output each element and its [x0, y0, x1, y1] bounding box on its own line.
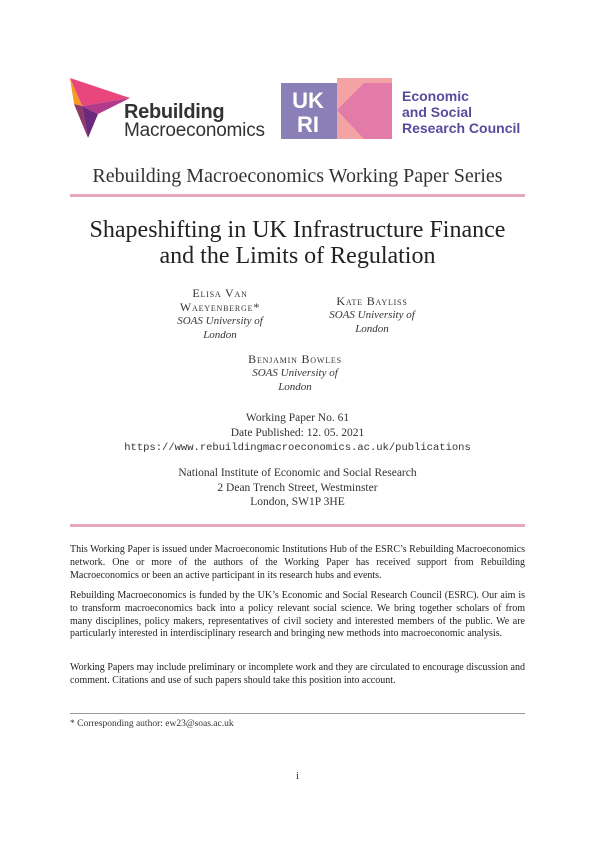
author-block	[230, 352, 360, 394]
author-affiliation-line-1: SOAS University of	[329, 309, 415, 321]
ukri-logo-icon	[281, 78, 392, 139]
author-name: Benjamin Bowles	[248, 352, 342, 366]
rm-logo-word-rebuilding: Rebuilding	[124, 101, 225, 123]
institution-name: National Institute of Economic and Social Research	[178, 467, 417, 479]
author-affiliation-line-2: London	[278, 381, 312, 393]
esrc-logo-line-2: and Social	[402, 104, 473, 120]
date-published: Date Published: 12. 05. 2021	[230, 427, 365, 439]
paper-title	[0, 217, 595, 269]
rebuilding-macroeconomics-logo-icon	[68, 74, 132, 140]
paragraph: This Working Paper is issued under Macroeconomic Institutions Hub of the ESRC’s Rebuilding Macroeconomics network. One or more of the authors of the Working Paper has received support from Rebuilding Macroeconomics or been an active participant in its research hubs and events.	[70, 544, 525, 581]
esrc-logo-line-3: Research Council	[402, 120, 521, 136]
esrc-logo-line-1: Economic	[402, 88, 469, 104]
ukri-text-top: UK	[292, 88, 324, 113]
footnote: * Corresponding author: ew23@soas.ac.uk	[70, 719, 234, 729]
author-block	[312, 294, 432, 336]
institution-address-line-1: 2 Dean Trench Street, Westminster	[217, 482, 378, 494]
paper-title-line-2: and the Limits of Regulation	[159, 243, 436, 269]
rm-logo-word-macroeconomics: Macroeconomics	[124, 120, 265, 141]
paper-title-line-1: Shapeshifting in UK Infrastructure Finance	[89, 217, 506, 243]
institution-address-line-2: London, SW1P 3HE	[250, 496, 345, 508]
working-paper-number: Working Paper No. 61	[245, 412, 350, 424]
ukri-text-bottom: RI	[297, 112, 319, 137]
author-affiliation-line-2: London	[355, 323, 389, 335]
author-name: Kate Bayliss	[336, 294, 408, 308]
paragraph: Rebuilding Macroeconomics is funded by the UK’s Economic and Social Research Council (ESRC). Our aim is to transform macroeconomics back into a policy relevant social science. We bring together scholars of from many disciplines, policy makers, representatives of civil society and interested members of the public. We are particularly interested in interdisciplinary research and bringing new methods into macroeconomic analysis.	[70, 590, 525, 640]
series-title: Rebuilding Macroeconomics Working Paper Series	[92, 165, 503, 187]
divider-middle	[70, 524, 525, 527]
paragraph: Working Papers may include preliminary or incomplete work and they are circulated to encourage discussion and comment. Citations and use of such papers should take this position into account.	[70, 662, 525, 686]
divider-top	[70, 194, 525, 197]
footnote-divider	[70, 713, 525, 714]
author-affiliation-line-1: SOAS University of	[177, 315, 263, 327]
author-name-line-2: Waeyenberge*	[179, 300, 261, 314]
author-block	[160, 286, 280, 342]
author-name-line-1: Elisa Van	[192, 286, 248, 300]
author-affiliation-line-1: SOAS University of	[252, 367, 338, 379]
page-number: i	[295, 770, 300, 782]
publications-url-link[interactable]: https://www.rebuildingmacroeconomics.ac.uk/publications	[124, 442, 471, 454]
author-affiliation-line-2: London	[203, 329, 237, 341]
